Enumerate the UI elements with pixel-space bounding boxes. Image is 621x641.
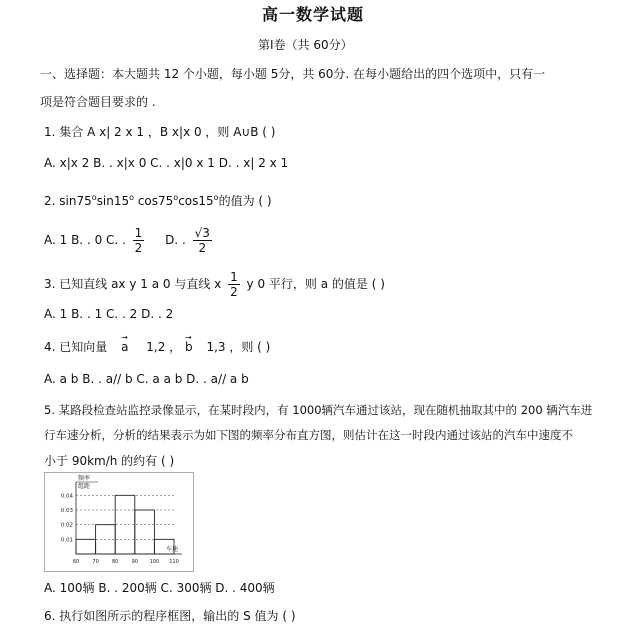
q2-stem-mid3: cos15 — [178, 194, 214, 208]
q4-stem-mid: 1,2 ， — [146, 340, 182, 354]
q2-stem-mid2: cos75 — [134, 194, 174, 208]
fraction-denominator: 2 — [230, 285, 238, 299]
q2-options-ab: A. 1 B. . 0 C. . — [44, 233, 126, 247]
q2-options — [44, 226, 215, 255]
degree-mark: o — [213, 193, 219, 202]
fraction-denominator: 2 — [134, 241, 143, 255]
frequency-histogram — [44, 472, 194, 572]
degree-mark: o — [173, 193, 179, 202]
section-intro-line2: 项是符合题目要求的 . — [40, 95, 156, 109]
q1-options: A. x|x 2 B. . x|x 0 C. . x|0 x 1 D. . x| 2 x 1 — [44, 156, 289, 170]
x-tick-label: 100 — [149, 559, 160, 565]
q4-options: A. a b B. . a// b C. a a b D. . a// a b — [44, 372, 249, 386]
q5-line3: 小于 90km/h 的约有 ( ) — [44, 454, 175, 468]
x-axis-label: 车速 — [165, 546, 178, 553]
y-tick-label: 0.03 — [60, 508, 73, 514]
q1-stem: 1. 集合 A x| 2 x 1 ，B x|x 0 ，则 A∪B ( ) — [44, 125, 276, 139]
q4-stem-post: 1,3 ，则 ( ) — [206, 340, 271, 354]
q5-line1: 5. 某路段检查站监控录像显示，在某时段内，有 1000辆汽车通过该站，现在随机抽取其中的 200 辆汽车进 — [44, 403, 593, 417]
x-tick-label: 110 — [169, 559, 179, 565]
fraction-numerator: 1 — [230, 270, 238, 284]
q5-options: A. 100辆 B. . 200辆 C. 300辆 D. . 400辆 — [44, 581, 275, 595]
q6-stem: 6. 执行如图所示的程序框图，输出的 S 值为 ( ) — [44, 609, 296, 623]
x-tick-label: 60 — [72, 559, 80, 565]
y-tick-label: 0.02 — [60, 522, 73, 529]
q5-line2: 行车速分析，分析的结果表示为如下图的频率分布直方图，则估计在这一时段内通过该站的汽车中速度不 — [44, 428, 573, 442]
y-tick-label: 0.01 — [60, 537, 73, 544]
vector-b: → b — [185, 339, 193, 355]
page-subtitle: 第Ⅰ卷（共 60分） — [258, 38, 353, 52]
x-tick-label: 80 — [112, 559, 119, 565]
q4-stem-pre: 4. 已知向量 — [44, 340, 108, 354]
histogram-bar — [135, 510, 155, 554]
histogram-bar — [76, 539, 96, 554]
degree-mark: o — [91, 193, 97, 202]
q2-option-d-fraction — [193, 226, 212, 255]
fraction-denominator: 2 — [198, 241, 207, 255]
page-title: 高一数学试题 — [262, 5, 365, 24]
y-axis-label-top: 频率 — [78, 475, 91, 482]
q2-stem-post: 的值为 ( ) — [218, 194, 272, 208]
x-tick-label: 90 — [131, 559, 138, 565]
q2-option-d-label: D. . — [165, 233, 186, 247]
q2-stem — [44, 190, 272, 209]
q3-stem — [44, 270, 385, 299]
y-tick-label: 0.04 — [60, 493, 73, 500]
fraction-numerator: 1 — [134, 226, 143, 240]
degree-mark: o — [129, 193, 135, 202]
section-intro-line1: 一、选择题：本大题共 12 个小题，每小题 5分，共 60分. 在每小题给出的四个选项中，只有一 — [40, 67, 546, 81]
y-axis-label-bottom: 组距 — [78, 483, 91, 490]
x-tick-label: 70 — [92, 559, 99, 565]
q4-stem — [44, 339, 270, 355]
fraction-numerator: √3 — [194, 226, 210, 240]
q2-stem-pre: 2. sin75 — [44, 194, 92, 208]
q2-option-c-fraction — [133, 226, 145, 255]
q3-options: A. 1 B. . 1 C. . 2 D. . 2 — [44, 307, 174, 321]
q3-fraction — [228, 270, 240, 299]
q3-stem-post: y 0 平行，则 a 的值是 ( ) — [246, 277, 385, 291]
q2-stem-mid1: sin15 — [96, 194, 130, 208]
vector-a: → a — [121, 339, 128, 355]
q3-stem-pre: 3. 已知直线 ax y 1 a 0 与直线 x — [44, 277, 222, 291]
